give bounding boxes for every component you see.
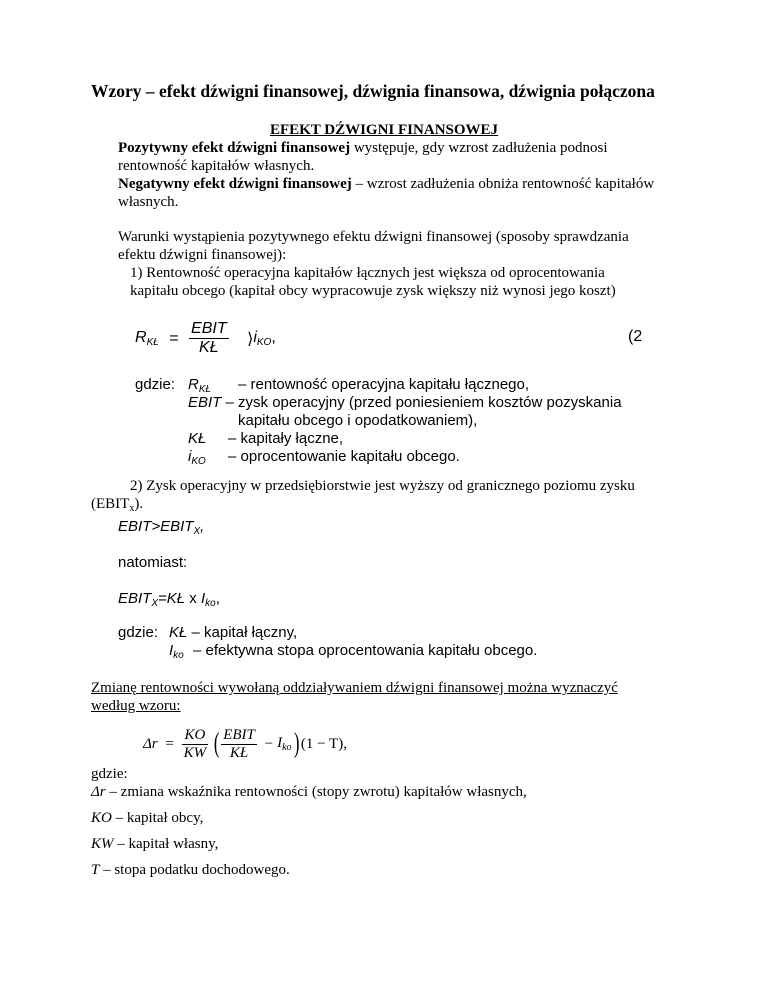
formula-rkl-rhs-subscript: KO (256, 337, 272, 348)
negative-effect-term: Negatywny efekt dźwigni finansowej (118, 176, 352, 192)
legend3-ko: KO – kapitał obcy, (91, 810, 204, 826)
formula-rkl-denominator: KŁ (199, 339, 219, 356)
condition2-line1: 2) Zysk operacyjny w przedsiębiorstwie jest wyższy od granicznego poziomu zysku (130, 478, 635, 494)
formula-rkl-comma: , (271, 329, 276, 346)
positive-effect-term: Pozytywny efekt dźwigni finansowej (118, 140, 351, 156)
legend1-rkl-desc: – rentowność operacyjna kapitału łącznego, (238, 376, 530, 393)
legend1-ebit-desc2: kapitału obcego i opodatkowaniem), (238, 412, 478, 429)
page-title: Wzory – efekt dźwigni finansowej, dźwignia finansowa, dźwignia połączona (91, 81, 655, 101)
change-line1: Zmianę rentowności wywołaną oddziaływaniem dźwigni finansowej można wyznaczyć (91, 680, 618, 696)
positive-effect-text: występuje, gdy wzrost zadłużenia podnosi (350, 140, 608, 156)
formula-rkl-numerator: EBIT (191, 320, 227, 337)
conditions-line1: Warunki wystąpienia pozytywnego efektu dźwigni finansowej (sposoby sprawdzania (118, 229, 629, 245)
negative-effect-text: – wzrost zadłużenia obniża rentowność kapitałów (351, 176, 655, 192)
formula-number: (2 (628, 328, 643, 345)
legend1-rkl-letter: R (188, 376, 199, 393)
formula-ebitx: $EBIT_X=KŁ$ x $I_{ko}$, (118, 590, 220, 609)
formula-delta-r: Δr = $\frac{KO}{KW}$ ( $\frac{\text{EBIT}}{KŁ}$ − $I_{ko}$) (1 − T), (143, 726, 347, 761)
formula-rkl-symbol: R (135, 329, 147, 346)
legend1-kl-symbol: KŁ (188, 430, 207, 447)
legend3-dr: Δr – zmiana wskaźnika rentowności (stopy zwrotu) kapitałów własnych, (91, 784, 527, 800)
formula-ebit-kl-fraction: $\frac{\text{EBIT}}{KŁ}$ (223, 726, 255, 761)
conditions-line2: efektu dźwigni finansowej): (118, 247, 287, 263)
legend1-ebit-symbol: EBIT (188, 394, 222, 411)
section-heading: EFEKT DŹWIGNI FINANSOWEJ (269, 122, 499, 138)
formula-rkl-equals: = (169, 329, 179, 347)
positive-effect-line1 (118, 139, 608, 157)
formula-rkl (135, 320, 276, 357)
formula-rkl-relation: ⟩ (247, 330, 254, 348)
legend2-kl-line: KŁ – kapitał łączny, (169, 624, 298, 641)
legend2-gdzie: gdzie: (118, 624, 159, 641)
formula-ebit-inequality: $EBIT>EBIT_X$, (118, 518, 205, 537)
legend2-iko-symbol: $I_{ko}$ (169, 642, 184, 661)
natomiast-label: natomiast: (118, 554, 188, 571)
legend1-gdzie: gdzie: (135, 376, 176, 393)
legend1-kl-desc: – kapitały łączne, (228, 430, 344, 447)
positive-effect-line2: rentowność kapitałów własnych. (118, 158, 315, 174)
legend1-iko-desc: – oprocentowanie kapitału obcego. (228, 448, 460, 465)
condition1-line1: 1) Rentowność operacyjna kapitałów łącznych jest większa od oprocentowania (130, 265, 605, 281)
condition1-line2: kapitału obcego (kapitał obcy wypracowuje zysk większy niż wynosi jego koszt) (130, 283, 616, 299)
condition2-line2: $(EBIT_x)$. (91, 496, 144, 514)
formula-ko-kw-fraction: $\frac{KO}{KW}$ (183, 726, 207, 761)
negative-effect-line2: własnych. (118, 194, 179, 210)
change-line2: według wzoru: (91, 698, 181, 714)
formula-rkl-subscript: KŁ (146, 337, 159, 348)
negative-effect-line1 (118, 175, 654, 193)
legend3-kw: KW – kapitał własny, (91, 836, 219, 852)
formula-rkl-rhs: i (253, 329, 257, 346)
legend1-ebit-desc: – zysk operacyjny (przed poniesieniem kosztów pozyskania (225, 394, 622, 411)
legend2-iko-desc: – efektywna stopa oprocentowania kapitału obcego. (193, 642, 538, 659)
legend1-ebit-line (188, 394, 622, 412)
legend3-gdzie: gdzie: (91, 766, 128, 782)
legend1-rkl-sub: KŁ (198, 384, 212, 395)
legend3-t: T – stopa podatku dochodowego. (91, 862, 290, 878)
legend1-iko-symbol: $i_{KO}$ (188, 448, 206, 467)
formula-rkl-fraction (189, 320, 229, 357)
